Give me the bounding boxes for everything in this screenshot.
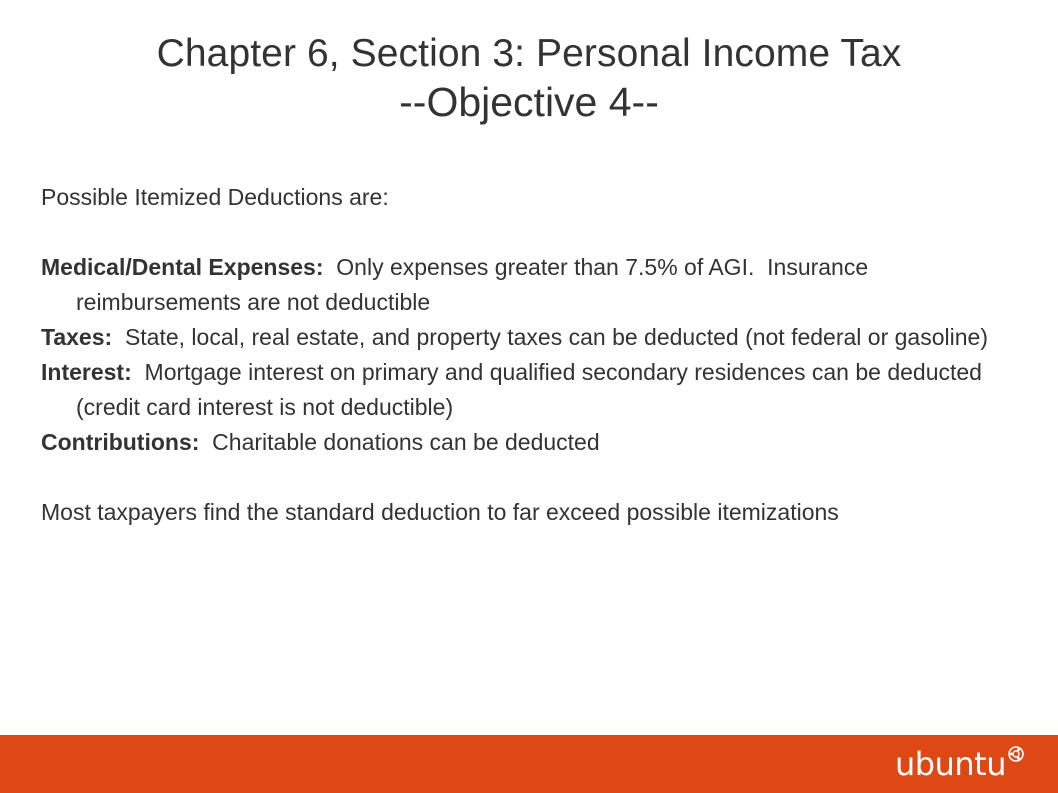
deduction-text: State, local, real estate, and property taxes can be deducted (not federal or gasoline)	[112, 324, 988, 350]
title-line-1: Chapter 6, Section 3: Personal Income Tax	[156, 32, 902, 75]
slide-title	[0, 30, 1058, 126]
deduction-item-taxes	[41, 320, 1021, 355]
deduction-item-medical	[41, 250, 1021, 320]
deduction-text: Mortgage interest on primary and qualified secondary residences can be deducted (credit card interest is not deductible)	[76, 359, 989, 420]
circle-of-friends-icon	[1008, 746, 1024, 762]
closing-text: Most taxpayers find the standard deduction to far exceed possible itemizations	[41, 499, 839, 525]
intro-text: Possible Itemized Deductions are:	[41, 184, 389, 210]
deduction-term: Contributions:	[41, 429, 200, 455]
blank-line	[41, 215, 1021, 250]
deduction-item-contributions	[41, 425, 1021, 460]
title-line-2: --Objective 4--	[399, 79, 659, 125]
slide-body	[41, 180, 1021, 530]
deduction-text: Only expenses greater than 7.5% of AGI. Insurance reimbursements are not deductible	[76, 254, 875, 315]
deduction-term: Medical/Dental Expenses:	[41, 254, 324, 280]
blank-line	[41, 460, 1021, 495]
ubuntu-logo	[895, 744, 1024, 784]
deduction-term: Interest:	[41, 359, 132, 385]
deduction-item-interest	[41, 355, 1021, 425]
deduction-text: Charitable donations can be deducted	[199, 429, 600, 455]
logo-wordmark: ubuntu	[895, 745, 1006, 783]
deduction-term: Taxes:	[41, 324, 113, 350]
